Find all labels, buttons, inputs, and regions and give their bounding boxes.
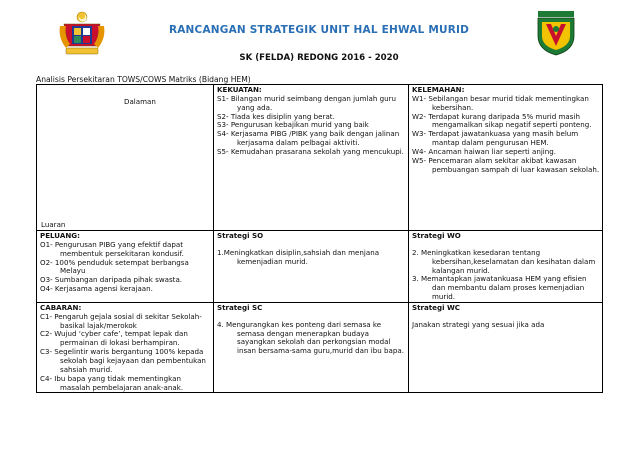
list-item: W3- Terdapat jawatankuasa yang masih belum mantap dalam pengurusan HEM. (412, 129, 579, 148)
strategy-wo-cell (409, 231, 603, 303)
list-item: S5- Kemudahan prasarana sekolah yang mencukupi. (217, 146, 404, 156)
document-title: RANCANGAN STRATEGIK UNIT HAL EHWAL MURID (168, 24, 470, 36)
list-item: W4- Ancaman haiwan liar seperti anjing. (412, 146, 557, 156)
table-row (37, 302, 603, 392)
list-item: C4- Ibu bapa yang tidak mementingkan masalah pembelajaran anak-anak. (40, 373, 184, 392)
analysis-label: Analisis Persekitaran TOWS/COWS Matriks (Bidang HEM) (36, 75, 251, 84)
list-item: W1- Sebilangan besar murid tidak mementingkan kebersihan. (412, 93, 589, 112)
strategy-so-cell (214, 231, 409, 303)
corner-inside-label: Dalaman (124, 97, 156, 106)
list-item: Janakan strategi yang sesuai jika ada (412, 319, 545, 329)
list-item: O1- Pengurusan PIBG yang efektif dapat membentuk persekitaran kondusif. (40, 239, 184, 258)
table-row (37, 85, 603, 231)
list-item: O2- 100% penduduk setempat berbangsa Melayu (40, 257, 189, 276)
list-item: O4- Kerjasama agensi kerajaan. (40, 284, 153, 294)
list-item: 4. Mengurangkan kes ponteng dari semasa ke semasa dengan menerapkan budaya sayangkan sekolah dan perkongsian modal insan bersama-sama guru,murid dan ibu bapa. (217, 319, 404, 356)
opportunities-cell (37, 231, 214, 303)
threats-title: CABARAN: (40, 302, 82, 312)
school-badge-logo (534, 10, 578, 56)
list-item: 2. Meningkatkan kesedaran tentang kebersihan,keselamatan dan kesihatan dalam kalangan murid. (412, 247, 596, 275)
list-item: C1- Pengaruh gejala sosial di sekitar Sekolah-basikal lajak/merokok (40, 311, 202, 330)
document-subtitle: SK (FELDA) REDONG 2016 - 2020 (239, 53, 399, 63)
list-item: O3- Sumbangan daripada pihak swasta. (40, 275, 183, 285)
list-item: S2- Tiada kes disiplin yang berat. (217, 111, 335, 121)
weaknesses-cell (409, 85, 603, 231)
list-item: C2- Wujud ‘cyber cafe’, tempat lepak dan permainan di lokasi berhampiran. (40, 329, 188, 348)
strategy-wc-cell (409, 302, 603, 392)
list-item: 3. Memantapkan jawatankuasa HEM yang efisien dan membantu dalam proses kemenjadian murid. (412, 274, 587, 302)
list-item: W2- Terdapat kurang daripada 5% murid masih mengamalkan sikap negatif seperti ponteng. (412, 111, 592, 130)
opportunities-title: PELUANG: (40, 231, 80, 240)
list-item: S1- Bilangan murid seimbang dengan jumlah guru yang ada. (217, 93, 396, 112)
strategy-so-title: Strategi SO (217, 231, 264, 240)
strategy-sc-title: Strategi SC (217, 302, 263, 312)
weaknesses-title: KELEMAHAN: (412, 85, 465, 94)
strategy-wc-title: Strategi WC (412, 302, 460, 312)
strategy-wo-title: Strategi WO (412, 231, 461, 240)
threats-cell (37, 302, 214, 392)
list-item: S4- Kerjasama PIBG /PIBK yang baik dengan jalinan kerjasama dalam pelbagai aktiviti. (217, 129, 400, 148)
corner-cell (37, 85, 214, 231)
list-item: C3- Segelintir waris bergantung 100% kepada sekolah bagi kejayaan dan pembentukan sahsiah murid. (40, 347, 206, 374)
strengths-cell (214, 85, 409, 231)
strategy-sc-cell (214, 302, 409, 392)
list-item: W5- Pencemaran alam sekitar akibat kawasan pembuangan sampah di luar kawasan sekolah. (412, 155, 600, 174)
list-item: S3- Pengurusan kebajikan murid yang baik (217, 120, 369, 130)
list-item: 1.Meningkatkan disiplin,sahsiah dan menjana kemenjadian murid. (217, 247, 380, 266)
tows-matrix-table (36, 84, 603, 393)
strengths-title: KEKUATAN: (217, 85, 262, 94)
corner-outside-label: Luaran (41, 220, 66, 230)
table-row (37, 231, 603, 303)
